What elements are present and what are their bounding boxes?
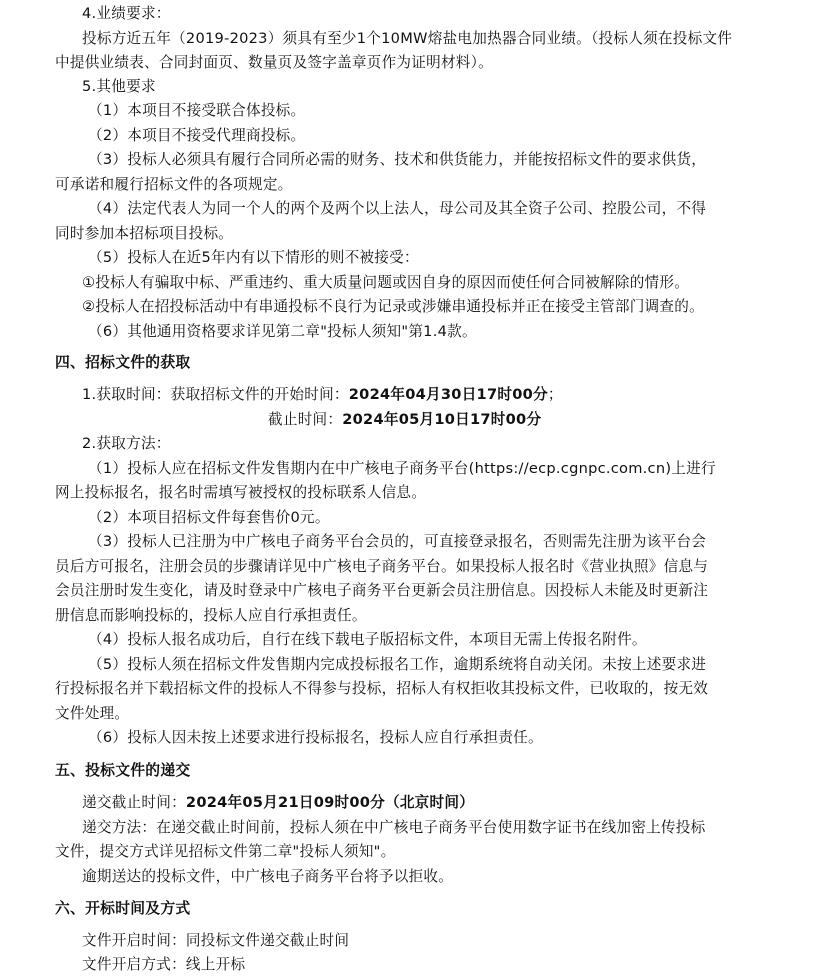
- section5-heading: 五、投标文件的递交: [55, 762, 191, 779]
- item4-text-line1: 投标方近五年（2019-2023）须具有至少1个10MW熔盐电加热器合同业绩。（投标人须在投标文件: [82, 30, 733, 47]
- acquire-start-label: 1.获取时间：获取招标文件的开始时间：: [82, 386, 349, 403]
- submit-deadline-label: 递交截止时间：: [82, 794, 186, 811]
- method-title: 2.获取方法：: [82, 435, 171, 452]
- section4-heading: 四、招标文件的获取: [55, 354, 191, 371]
- requirement-2: （2）本项目不接受代理商投标。: [88, 127, 306, 144]
- requirement-5: （5）投标人在近5年内有以下情形的则不被接受：: [88, 249, 419, 266]
- method-1-line2: 网上投标报名，报名时需填写被授权的投标联系人信息。: [55, 484, 427, 501]
- method-2: （2）本项目招标文件每套售价0元。: [88, 509, 330, 526]
- method-3-line3: 会员注册时发生变化，请及时登录中广核电子商务平台更新会员注册信息。因投标人未能及时更新注: [55, 582, 709, 599]
- item4-text-line2: 中提供业绩表、合同封面页、数量页及签字盖章页作为证明材料）。: [55, 54, 494, 71]
- method-1-line1: （1）投标人应在招标文件发售期内在中广核电子商务平台(https://ecp.cgnpc.com.cn)上进行: [88, 460, 716, 477]
- opening-time: 文件开启时间：同投标文件递交截止时间: [82, 932, 350, 949]
- requirement-1: （1）本项目不接受联合体投标。: [88, 102, 306, 119]
- method-3-line4: 册信息而影响投标的，投标人应自行承担责任。: [55, 607, 367, 624]
- acquire-start-value: 2024年04月30日17时00分: [348, 386, 548, 403]
- method-5-line2: 行投标报名并下载招标文件的投标人不得参与投标，招标人有权拒收其投标文件，已收取的，按无效: [55, 680, 709, 697]
- opening-mode: 文件开启方式：线上开标: [82, 956, 246, 973]
- submit-deadline: [82, 791, 474, 815]
- section6-heading: 六、开标时间及方式: [55, 900, 191, 917]
- acquire-end-value: 2024年05月10日17时00分: [342, 411, 542, 428]
- method-4: （4）投标人报名成功后，自行在线下载电子版招标文件，本项目无需上传报名附件。: [88, 631, 647, 648]
- requirement-4-line1: （4）法定代表人为同一个人的两个及两个以上法人，母公司及其全资子公司、控股公司，不得: [88, 200, 707, 217]
- acquire-start-time: [82, 383, 563, 407]
- acquire-start-end: ；: [547, 386, 563, 403]
- requirement-3-line2: 可承诺和履行招标文件的各项规定。: [55, 176, 293, 193]
- requirement-5-case2: ②投标人在招投标活动中有串通投标不良行为记录或涉嫌串通投标并正在接受主管部门调查的。: [82, 298, 704, 315]
- requirement-6: （6）其他通用资格要求详见第二章"投标人须知"第1.4款。: [88, 323, 477, 340]
- item4-title: 4.业绩要求：: [82, 5, 171, 22]
- method-5-line1: （5）投标人须在招标文件发售期内完成投标报名工作，逾期系统将自动关闭。未按上述要求进: [88, 656, 707, 673]
- method-6: （6）投标人因未按上述要求进行投标报名，投标人应自行承担责任。: [88, 729, 543, 746]
- submit-method-line1: 递交方法：在递交截止时间前，投标人须在中广核电子商务平台使用数字证书在线加密上传投标: [82, 819, 706, 836]
- method-3-line1: （3）投标人已注册为中广核电子商务平台会员的，可直接登录报名，否则需先注册为该平台会: [88, 533, 707, 550]
- method-3-line2: 员后方可报名，注册会员的步骤请详见中广核电子商务平台。如果投标人报名时《营业执照》信息与: [55, 558, 709, 575]
- late-submission-note: 逾期送达的投标文件，中广核电子商务平台将予以拒收。: [82, 868, 454, 885]
- requirement-5-case1: ①投标人有骗取中标、严重违约、重大质量问题或因自身的原因而使任何合同被解除的情形。: [82, 274, 690, 291]
- item5-title: 5.其他要求: [82, 78, 156, 95]
- acquire-end-time: [268, 408, 541, 432]
- submit-deadline-value: 2024年05月21日09时00分（北京时间）: [185, 794, 475, 811]
- acquire-end-label: 截止时间：: [268, 411, 343, 428]
- requirement-3-line1: （3）投标人必须具有履行合同所必需的财务、技术和供货能力，并能按招标文件的要求供货，: [88, 151, 707, 168]
- submit-method-line2: 文件，提交方式详见招标文件第二章"投标人须知"。: [55, 843, 396, 860]
- requirement-4-line2: 同时参加本招标项目投标。: [55, 225, 234, 242]
- method-5-line3: 文件处理。: [55, 705, 130, 722]
